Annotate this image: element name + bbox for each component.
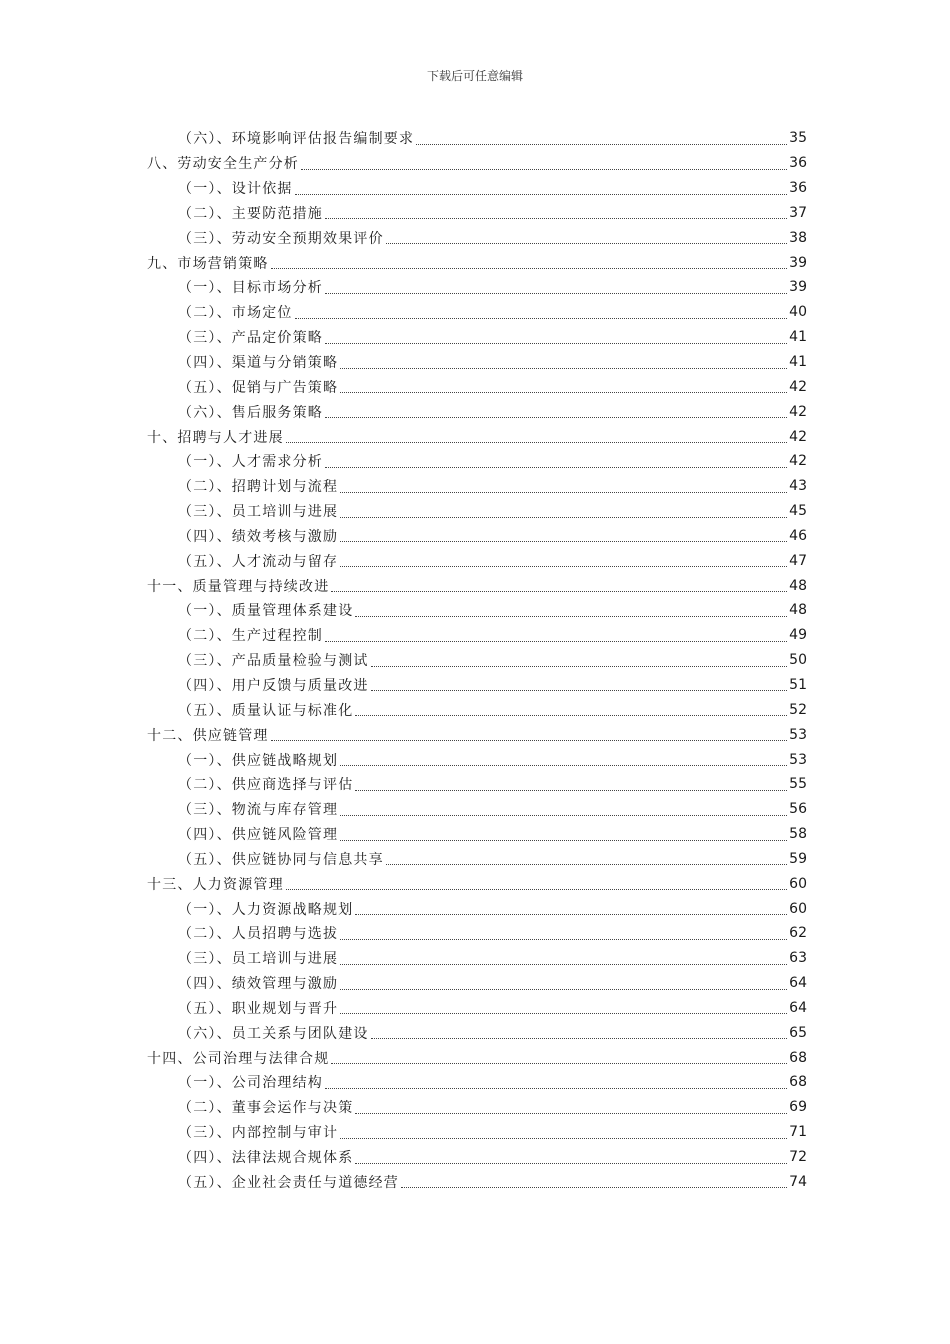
toc-entry-label: （三）、物流与库存管理 [178, 802, 339, 819]
toc-entry-label: 十二、供应链管理 [147, 727, 269, 744]
toc-dot-leader [301, 169, 787, 170]
toc-entry-label: 九、市场营销策略 [147, 255, 269, 272]
toc-dot-leader [340, 939, 787, 940]
toc-dot-leader [325, 343, 787, 344]
toc-dot-leader [340, 392, 787, 393]
toc-page-number: 65 [789, 1024, 807, 1041]
toc-dot-leader [340, 492, 787, 493]
toc-entry-label: （一）、设计依据 [178, 181, 293, 198]
toc-section-entry[interactable] [147, 126, 807, 151]
toc-chapter-entry[interactable] [147, 250, 807, 275]
toc-entry-label: （五）、企业社会责任与道德经营 [178, 1174, 399, 1191]
toc-page-number: 42 [789, 378, 807, 395]
page-header: 下载后可任意编辑 [426, 69, 523, 83]
toc-entry-label: （四）、渠道与分销策略 [178, 355, 339, 372]
toc-page-number: 68 [789, 1074, 807, 1091]
toc-dot-leader [355, 616, 787, 617]
toc-page-number: 40 [789, 304, 807, 321]
toc-entry-label: 八、劳动安全生产分析 [147, 156, 299, 173]
toc-page-number: 69 [789, 1099, 807, 1116]
toc-dot-leader [340, 541, 787, 542]
toc-dot-leader [340, 1013, 787, 1014]
toc-page-number: 55 [789, 776, 807, 793]
toc-dot-leader [271, 268, 788, 269]
toc-section-entry[interactable] [147, 1120, 807, 1145]
toc-section-entry[interactable] [147, 1095, 807, 1120]
toc-entry-label: 十、招聘与人才进展 [147, 429, 284, 446]
toc-section-entry[interactable] [147, 971, 807, 996]
toc-section-entry[interactable] [147, 350, 807, 375]
toc-page-number: 60 [789, 900, 807, 917]
toc-page-number: 46 [789, 527, 807, 544]
toc-entry-label: 十四、公司治理与法律合规 [147, 1050, 330, 1067]
toc-section-entry[interactable] [147, 325, 807, 350]
toc-entry-label: （五）、人才流动与留存 [178, 553, 339, 570]
toc-chapter-entry[interactable] [147, 573, 807, 598]
toc-dot-leader [355, 715, 787, 716]
toc-section-entry[interactable] [147, 747, 807, 772]
toc-entry-label: （五）、供应链协同与信息共享 [178, 851, 384, 868]
toc-dot-leader [355, 790, 787, 791]
toc-entry-label: 十一、质量管理与持续改进 [147, 578, 330, 595]
toc-entry-label: （五）、促销与广告策略 [178, 379, 339, 396]
toc-entry-label: （四）、供应链风险管理 [178, 827, 339, 844]
toc-entry-label: （二）、招聘计划与流程 [178, 479, 339, 496]
toc-dot-leader [371, 1038, 788, 1039]
toc-dot-leader [325, 1088, 787, 1089]
toc-dot-leader [325, 467, 787, 468]
toc-chapter-entry[interactable] [147, 151, 807, 176]
toc-dot-leader [340, 964, 787, 965]
toc-dot-leader [340, 765, 787, 766]
toc-page-number: 35 [789, 130, 807, 147]
toc-section-entry[interactable] [147, 374, 807, 399]
toc-entry-label: （四）、用户反馈与质量改进 [178, 677, 369, 694]
toc-page-number: 51 [789, 676, 807, 693]
toc-page-number: 72 [789, 1149, 807, 1166]
toc-entry-label: （六）、员工关系与团队建设 [178, 1025, 369, 1042]
toc-page-number: 68 [789, 1049, 807, 1066]
toc-dot-leader [340, 815, 787, 816]
toc-entry-label: （四）、绩效考核与激励 [178, 528, 339, 545]
toc-section-entry[interactable] [147, 201, 807, 226]
toc-section-entry[interactable] [147, 598, 807, 623]
toc-entry-label: （三）、员工培训与进展 [178, 504, 339, 521]
toc-section-entry[interactable] [147, 648, 807, 673]
toc-section-entry[interactable] [147, 1020, 807, 1045]
toc-page-number: 63 [789, 950, 807, 967]
toc-entry-label: （三）、产品质量检验与测试 [178, 653, 369, 670]
toc-section-entry[interactable] [147, 474, 807, 499]
toc-page-number: 74 [789, 1173, 807, 1190]
toc-dot-leader [325, 218, 787, 219]
toc-page-number: 48 [789, 577, 807, 594]
toc-section-entry[interactable] [147, 449, 807, 474]
toc-section-entry[interactable] [147, 921, 807, 946]
toc-dot-leader [325, 417, 787, 418]
toc-section-entry[interactable] [147, 275, 807, 300]
toc-page-number: 41 [789, 329, 807, 346]
toc-page-number: 50 [789, 652, 807, 669]
toc-page-number: 43 [789, 478, 807, 495]
toc-page-number: 42 [789, 453, 807, 470]
toc-page-number: 42 [789, 428, 807, 445]
toc-dot-leader [286, 889, 787, 890]
toc-dot-leader [340, 517, 787, 518]
toc-section-entry[interactable] [147, 548, 807, 573]
toc-dot-leader [355, 914, 787, 915]
toc-entry-label: （二）、主要防范措施 [178, 205, 323, 222]
toc-entry-label: （一）、目标市场分析 [178, 280, 323, 297]
toc-page-number: 39 [789, 254, 807, 271]
toc-page-number: 36 [789, 180, 807, 197]
table-of-contents [147, 126, 807, 1194]
toc-entry-label: （三）、内部控制与审计 [178, 1125, 339, 1142]
toc-entry-label: （二）、市场定位 [178, 305, 293, 322]
toc-dot-leader [371, 666, 788, 667]
toc-entry-label: （一）、人才需求分析 [178, 454, 323, 471]
toc-dot-leader [355, 1163, 787, 1164]
toc-chapter-entry[interactable] [147, 722, 807, 747]
toc-entry-label: （一）、人力资源战略规划 [178, 901, 354, 918]
toc-page-number: 56 [789, 801, 807, 818]
toc-entry-label: （二）、供应商选择与评估 [178, 777, 354, 794]
toc-section-entry[interactable] [147, 499, 807, 524]
toc-entry-label: （一）、供应链战略规划 [178, 752, 339, 769]
toc-section-entry[interactable] [147, 399, 807, 424]
toc-entry-label: （五）、职业规划与晋升 [178, 1000, 339, 1017]
toc-section-entry[interactable] [147, 1169, 807, 1194]
toc-dot-leader [401, 1187, 787, 1188]
toc-section-entry[interactable] [147, 1070, 807, 1095]
toc-dot-leader [271, 740, 788, 741]
toc-dot-leader [340, 566, 787, 567]
toc-page-number: 60 [789, 875, 807, 892]
toc-section-entry[interactable] [147, 772, 807, 797]
toc-page-number: 49 [789, 627, 807, 644]
toc-page-number: 47 [789, 552, 807, 569]
toc-entry-label: （一）、公司治理结构 [178, 1075, 323, 1092]
toc-page-number: 53 [789, 726, 807, 743]
toc-chapter-entry[interactable] [147, 424, 807, 449]
toc-dot-leader [325, 293, 787, 294]
toc-section-entry[interactable] [147, 225, 807, 250]
toc-dot-leader [286, 442, 787, 443]
toc-entry-label: （二）、董事会运作与决策 [178, 1100, 354, 1117]
toc-section-entry[interactable] [147, 846, 807, 871]
toc-entry-label: （三）、劳动安全预期效果评价 [178, 230, 384, 247]
toc-entry-label: 十三、人力资源管理 [147, 876, 284, 893]
toc-dot-leader [331, 591, 787, 592]
toc-page-number: 52 [789, 701, 807, 718]
toc-dot-leader [340, 1138, 787, 1139]
toc-page-number: 45 [789, 503, 807, 520]
toc-section-entry[interactable] [147, 673, 807, 698]
toc-dot-leader [295, 318, 788, 319]
toc-dot-leader [340, 840, 787, 841]
toc-dot-leader [325, 641, 787, 642]
toc-entry-label: （六）、环境影响评估报告编制要求 [178, 131, 415, 148]
toc-entry-label: （二）、人员招聘与选拔 [178, 926, 339, 943]
toc-page-number: 71 [789, 1124, 807, 1141]
toc-page-number: 39 [789, 279, 807, 296]
toc-section-entry[interactable] [147, 797, 807, 822]
toc-entry-label: （五）、质量认证与标准化 [178, 702, 354, 719]
toc-chapter-entry[interactable] [147, 1045, 807, 1070]
toc-entry-label: （四）、法律法规合规体系 [178, 1150, 354, 1167]
toc-entry-label: （三）、产品定价策略 [178, 330, 323, 347]
toc-section-entry[interactable] [147, 176, 807, 201]
toc-page-number: 59 [789, 850, 807, 867]
toc-page-number: 58 [789, 826, 807, 843]
toc-entry-label: （六）、售后服务策略 [178, 404, 323, 421]
toc-section-entry[interactable] [147, 697, 807, 722]
toc-page-number: 36 [789, 155, 807, 172]
toc-page-number: 64 [789, 999, 807, 1016]
toc-section-entry[interactable] [147, 524, 807, 549]
toc-section-entry[interactable] [147, 1145, 807, 1170]
toc-entry-label: （四）、绩效管理与激励 [178, 976, 339, 993]
toc-dot-leader [386, 864, 787, 865]
toc-chapter-entry[interactable] [147, 871, 807, 896]
toc-page-number: 48 [789, 602, 807, 619]
toc-page-number: 62 [789, 925, 807, 942]
toc-page-number: 53 [789, 751, 807, 768]
toc-section-entry[interactable] [147, 996, 807, 1021]
toc-section-entry[interactable] [147, 623, 807, 648]
toc-entry-label: （二）、生产过程控制 [178, 628, 323, 645]
toc-section-entry[interactable] [147, 822, 807, 847]
toc-dot-leader [295, 194, 788, 195]
toc-entry-label: （一）、质量管理体系建设 [178, 603, 354, 620]
toc-dot-leader [340, 989, 787, 990]
toc-entry-label: （三）、员工培训与进展 [178, 951, 339, 968]
toc-dot-leader [331, 1063, 787, 1064]
toc-section-entry[interactable] [147, 300, 807, 325]
toc-page-number: 41 [789, 354, 807, 371]
toc-dot-leader [340, 368, 787, 369]
toc-dot-leader [355, 1113, 787, 1114]
toc-dot-leader [371, 690, 788, 691]
toc-dot-leader [386, 243, 787, 244]
toc-page-number: 64 [789, 975, 807, 992]
toc-page-number: 38 [789, 229, 807, 246]
toc-page-number: 37 [789, 204, 807, 221]
toc-section-entry[interactable] [147, 896, 807, 921]
toc-section-entry[interactable] [147, 946, 807, 971]
toc-dot-leader [416, 144, 787, 145]
toc-page-number: 42 [789, 403, 807, 420]
